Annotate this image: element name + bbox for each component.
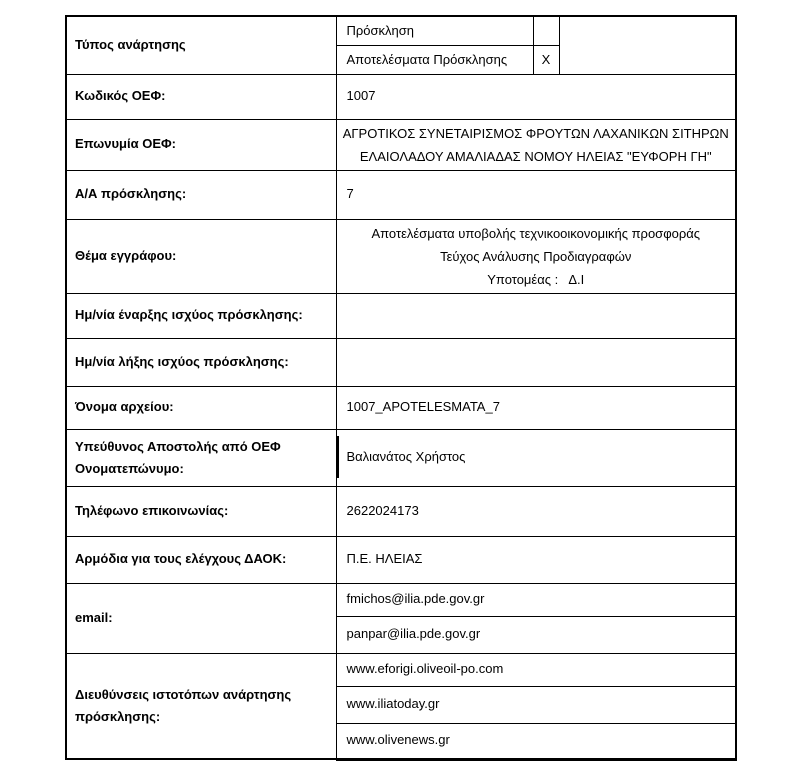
value-end-date <box>336 338 736 386</box>
value-call-number-text: 7 <box>346 186 354 202</box>
value-email-1 <box>336 583 736 616</box>
option-apotelesmata-label: Αποτελέσματα Πρόσκλησης <box>346 52 508 67</box>
value-oef-code <box>336 74 736 119</box>
value-call-number <box>336 170 736 219</box>
checkbox-prosklisi <box>533 16 559 45</box>
value-website-3-text: www.olivenews.gr <box>346 732 450 748</box>
label-oef-code <box>66 74 336 119</box>
value-email-2-text: panpar@ilia.pde.gov.gr <box>346 626 481 642</box>
label-email <box>66 583 336 653</box>
label-document-subject-text: Θέμα εγγράφου: <box>75 247 177 263</box>
value-file-name <box>336 386 736 429</box>
value-subject-line3: Υποτομέας : Δ.Ι <box>487 271 585 287</box>
label-websites-line2: πρόσκλησης: <box>75 708 161 724</box>
value-sender-name <box>336 429 736 486</box>
label-call-number <box>66 170 336 219</box>
label-daok-text: Αρμόδια για τους ελέγχους ΔΑΟΚ: <box>75 551 287 567</box>
value-daok <box>336 536 736 583</box>
label-end-date-text: Ημ/νία λήξης ισχύος πρόσκλησης: <box>75 353 289 369</box>
value-sender-name-text: Βαλιανάτος Χρήστος <box>346 449 466 465</box>
type-row-empty-cell <box>559 16 736 74</box>
value-website-1-text: www.eforigi.oliveoil-po.com <box>346 661 504 677</box>
label-websites-line1: Διευθύνσεις ιστοτόπων ανάρτησης <box>75 686 292 702</box>
checkbox-apotelesmata <box>533 45 559 74</box>
label-post-type <box>66 16 336 74</box>
checkbox-apotelesmata-mark: X <box>541 52 551 67</box>
label-end-date <box>66 338 336 386</box>
scan-artifact-line <box>337 436 339 478</box>
value-oef-name-line1: ΑΓΡΟΤΙΚΟΣ ΣΥΝΕΤΑΙΡΙΣΜΟΣ ΦΡΟΥΤΩΝ ΛΑΧΑΝΙΚΩΝ ΣΙΤΗΡΩΝ <box>342 125 729 141</box>
label-daok <box>66 536 336 583</box>
value-phone-text: 2622024173 <box>346 502 419 518</box>
value-document-subject <box>336 219 736 293</box>
label-phone-text: Τηλέφωνο επικοινωνίας: <box>75 502 229 518</box>
label-oef-code-text: Κωδικός ΟΕΦ: <box>75 88 166 104</box>
value-oef-code-text: 1007 <box>346 88 376 104</box>
label-start-date-text: Ημ/νία έναρξης ισχύος πρόσκλησης: <box>75 307 303 323</box>
value-website-2-text: www.iliatoday.gr <box>346 696 440 712</box>
label-file-name <box>66 386 336 429</box>
value-oef-name-line2: ΕΛΑΙΟΛΑΔΟΥ ΑΜΑΛΙΑΔΑΣ ΝΟΜΟΥ ΗΛΕΙΑΣ "ΕΥΦΟΡΗ ΓΗ" <box>359 148 712 164</box>
value-phone <box>336 486 736 536</box>
option-prosklisi <box>336 16 533 45</box>
value-file-name-text: 1007_APOTELESMATA_7 <box>346 399 500 415</box>
value-email-2 <box>336 616 736 653</box>
option-prosklisi-label: Πρόσκληση <box>346 23 415 39</box>
label-sender-line2: Ονοματεπώνυμο: <box>75 460 184 476</box>
label-websites <box>66 653 336 759</box>
label-email-text: email: <box>75 609 113 625</box>
label-phone <box>66 486 336 536</box>
label-call-number-text: Α/Α πρόσκλησης: <box>75 186 187 202</box>
label-file-name-text: Όνομα αρχείου: <box>75 399 174 415</box>
value-email-1-text: fmichos@ilia.pde.gov.gr <box>346 591 485 607</box>
label-oef-name <box>66 119 336 170</box>
value-oef-name <box>336 119 736 170</box>
value-subject-line2: Τεύχος Ανάλυσης Προδιαγραφών <box>440 248 632 264</box>
option-apotelesmata <box>336 45 533 74</box>
label-sender-line1: Υπεύθυνος Αποστολής από ΟΕΦ <box>75 438 281 454</box>
label-document-subject <box>66 219 336 293</box>
value-website-1 <box>336 653 736 686</box>
value-daok-text: Π.Ε. ΗΛΕΙΑΣ <box>346 551 423 567</box>
value-start-date <box>336 293 736 338</box>
label-sender-name <box>66 429 336 486</box>
value-website-3 <box>336 723 736 759</box>
label-start-date <box>66 293 336 338</box>
value-subject-line1: Αποτελέσματα υποβολής τεχνικοοικονομικής προσφοράς <box>371 225 701 241</box>
document-table <box>65 15 737 761</box>
label-oef-name-text: Επωνυμία ΟΕΦ: <box>75 136 176 152</box>
label-post-type-text: Τύπος ανάρτησης <box>75 36 186 52</box>
value-website-2 <box>336 686 736 723</box>
